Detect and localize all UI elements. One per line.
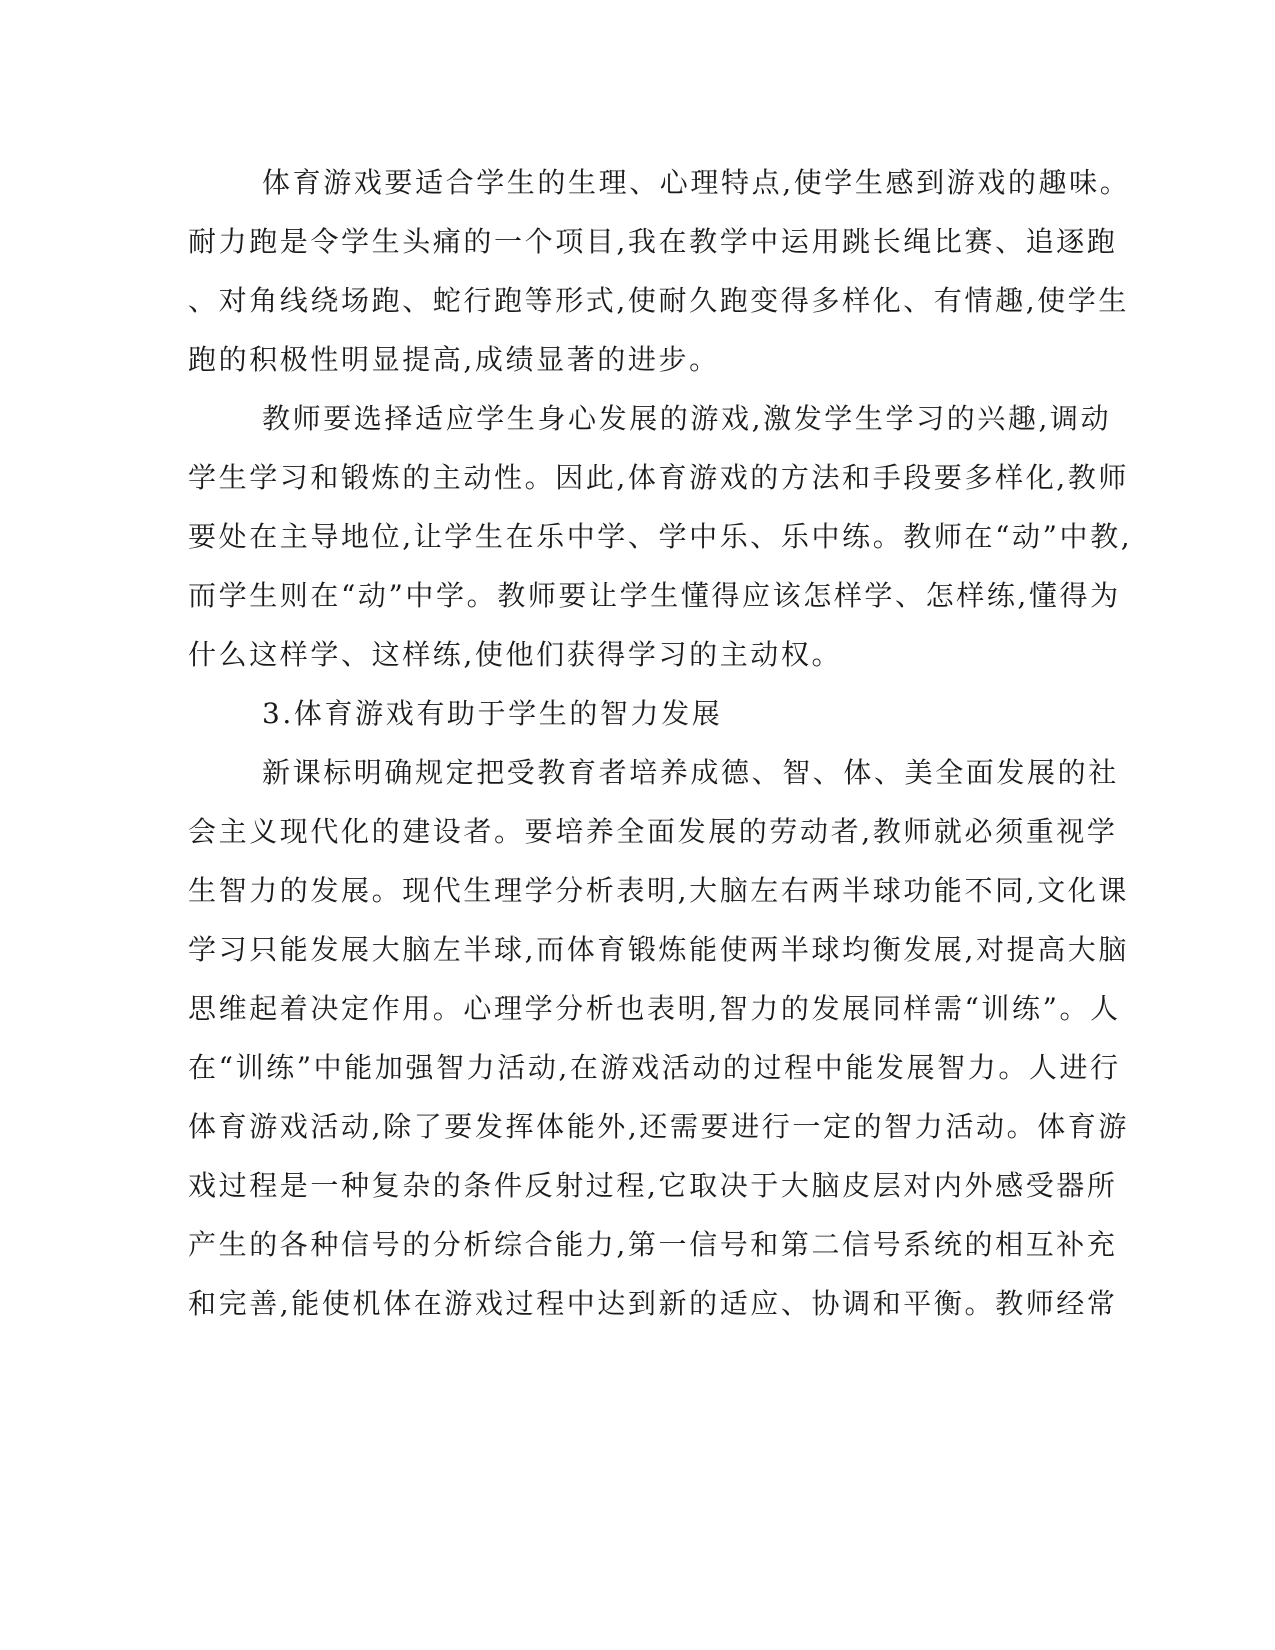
text-line-5: 教师要选择适应学生身心发展的游戏,激发学生学习的兴趣,调动 (262, 402, 1112, 435)
text-line-4: 跑的积极性明显提高,成绩显著的进步。 (188, 343, 720, 376)
text-line-8: 而学生则在“动”中学。教师要让学生懂得应该怎样学、怎样练,懂得为 (188, 579, 1121, 612)
text-line-13: 生智力的发展。现代生理学分析表明,大脑左右两半球功能不同,文化课 (188, 874, 1130, 907)
text-line-12: 会主义现代化的建设者。要培养全面发展的劳动者,教师就必须重视学 (188, 815, 1118, 848)
text-line-15: 思维起着决定作用。心理学分析也表明,智力的发展同样需“训练”。人 (188, 992, 1121, 1025)
section-heading: 3.体育游戏有助于学生的智力发展 (262, 697, 723, 730)
text-line-2: 耐力跑是令学生头痛的一个项目,我在教学中运用跳长绳比赛、追逐跑 (188, 225, 1118, 258)
text-line-17: 体育游戏活动,除了要发挥体能外,还需要进行一定的智力活动。体育游 (188, 1110, 1130, 1143)
text-line-18: 戏过程是一种复杂的条件反射过程,它取决于大脑皮层对内外感受器所 (188, 1169, 1118, 1202)
text-line-7: 要处在主导地位,让学生在乐中学、学中乐、乐中练。教师在“动”中教, (188, 520, 1133, 553)
text-line-19: 产生的各种信号的分析综合能力,第一信号和第二信号系统的相互补充 (188, 1228, 1118, 1261)
text-line-9: 什么这样学、这样练,使他们获得学习的主动权。 (188, 638, 843, 671)
text-line-1: 体育游戏要适合学生的生理、心理特点,使学生感到游戏的趣味。 (262, 166, 1131, 199)
text-line-6: 学生学习和锻炼的主动性。因此,体育游戏的方法和手段要多样化,教师 (188, 461, 1130, 494)
text-line-3: 、对角线绕场跑、蛇行跑等形式,使耐久跑变得多样化、有情趣,使学生 (188, 284, 1130, 317)
text-line-14: 学习只能发展大脑左半球,而体育锻炼能使两半球均衡发展,对提高大脑 (188, 933, 1130, 966)
text-line-16: 在“训练”中能加强智力活动,在游戏活动的过程中能发展智力。人进行 (188, 1051, 1121, 1084)
text-line-20: 和完善,能使机体在游戏过程中达到新的适应、协调和平衡。教师经常 (188, 1287, 1118, 1320)
text-line-11: 新课标明确规定把受教育者培养成德、智、体、美全面发展的社 (262, 756, 1119, 789)
